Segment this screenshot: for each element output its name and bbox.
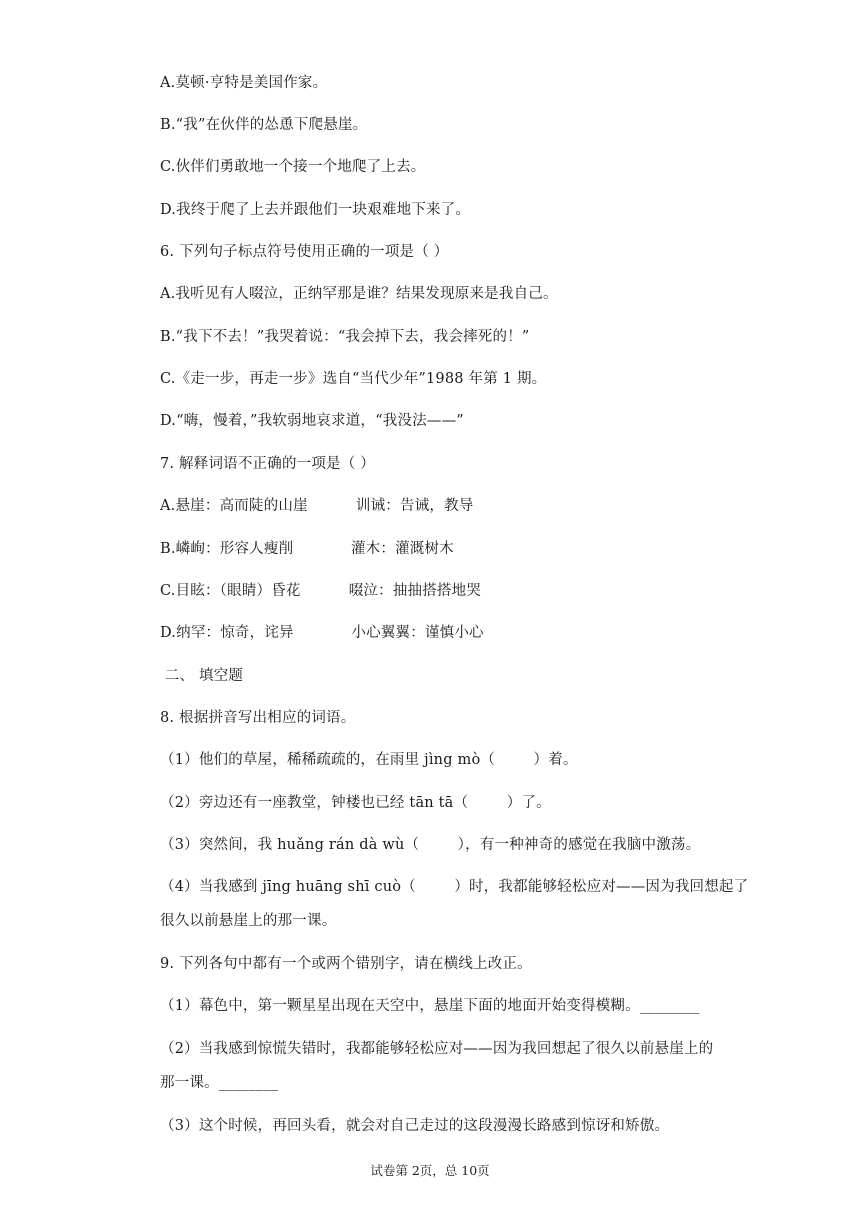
option-7a: A.悬崖：高而陡的山崖 训诫：告诫，教导	[160, 498, 474, 514]
item-9-2-continued: 那一课。________	[160, 1075, 279, 1091]
question-6: 6. 下列句子标点符号使用正确的一项是（ ）	[160, 244, 449, 260]
option-6a: A.我听见有人啜泣，正纳罕那是谁？结果发现原来是我自己。	[160, 286, 558, 302]
option-7d: D.纳罕：惊奇，诧异 小心翼翼：谨慎小心	[160, 625, 484, 641]
option-7b: B.嶙峋：形容人瘦削 灌木：灌溉树木	[160, 541, 454, 557]
option-5d: D.我终于爬了上去并跟他们一块艰难地下来了。	[160, 202, 471, 218]
item-8-1: （1）他们的草屋，稀稀疏疏的，在雨里 jìng mò（ ）着。	[160, 752, 578, 768]
item-8-3: （3）突然间，我 huǎng rán dà wù（ ），有一种神奇的感觉在我脑中激荡。	[160, 837, 701, 853]
option-5b: B.“我”在伙伴的怂恿下爬悬崖。	[160, 117, 368, 133]
option-7c: C.目眩：（眼睛）昏花 啜泣：抽抽搭搭地哭	[160, 583, 482, 599]
item-9-2: （2）当我感到惊慌失错时，我都能够轻松应对——因为我回想起了很久以前悬崖上的	[160, 1041, 714, 1057]
page-footer: 试卷第 2页，总 10页	[370, 1163, 490, 1178]
item-9-1: （1）幕色中，第一颗星星出现在天空中，悬崖下面的地面开始变得模糊。________	[160, 998, 700, 1014]
option-5c: C.伙伴们勇敢地一个接一个地爬了上去。	[160, 159, 426, 175]
item-9-3: （3）这个时候，再回头看，就会对自己走过的这段漫漫长路感到惊讶和矫傲。	[160, 1118, 670, 1134]
option-5a: A.莫顿·亨特是美国作家。	[160, 75, 328, 91]
item-8-2: （2）旁边还有一座教堂，钟楼也已经 tān tā（ ）了。	[160, 795, 551, 811]
option-6d: D.“嗨，慢着，”我软弱地哀求道，“我没法——”	[160, 413, 464, 429]
option-6b: B.“我下不去！”我哭着说：“我会掉下去，我会摔死的！”	[160, 329, 530, 345]
option-6c: C.《走一步，再走一步》选自“当代少年”1988 年第 1 期。	[160, 371, 547, 387]
item-8-4: （4）当我感到 jīng huāng shī cuò（ ）时，我都能够轻松应对——因为我回想起了	[160, 879, 749, 895]
question-9: 9. 下列各句中都有一个或两个错别字，请在横线上改正。	[160, 956, 532, 972]
question-7: 7. 解释词语不正确的一项是（ ）	[160, 456, 375, 472]
question-8: 8. 根据拼音写出相应的词语。	[160, 710, 356, 726]
item-8-4-continued: 很久以前悬崖上的那一课。	[160, 913, 337, 929]
section-heading: 二、 填空题	[160, 668, 244, 684]
